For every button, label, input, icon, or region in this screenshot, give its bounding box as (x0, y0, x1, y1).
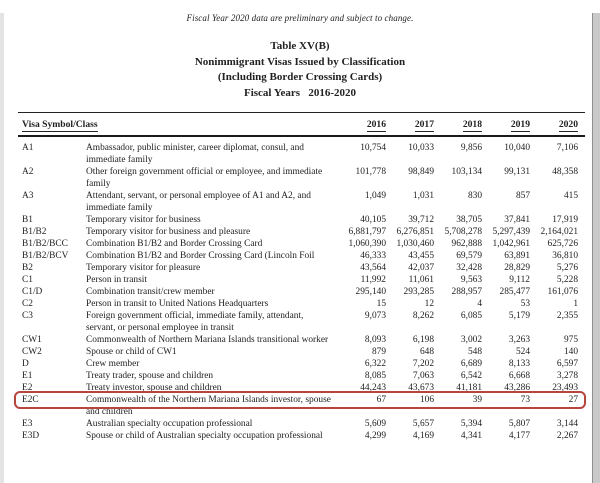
column-header-2019: 2019 (510, 119, 530, 130)
year-value-cell: 9,112 (509, 275, 530, 285)
year-value-cell: 7,202 (412, 359, 434, 369)
year-value-cell: 3,278 (556, 371, 578, 381)
visa-description-cell: Spouse or child of CW1 (86, 347, 177, 357)
visa-classification-table (18, 112, 585, 442)
year-value-cell: 548 (467, 347, 482, 357)
visa-symbol-cell: E1 (22, 371, 33, 381)
year-value-cell: 4 (477, 299, 482, 309)
visa-description-cell: Temporary visitor for business and pleasure (86, 227, 251, 237)
visa-description-cell: Combination transit/crew member (86, 287, 215, 297)
year-value-cell: 285,477 (499, 287, 530, 297)
year-value-cell: 3,263 (508, 335, 530, 345)
year-value-cell: 8,262 (412, 311, 434, 321)
year-value-cell: 5,276 (556, 263, 578, 273)
column-header-2017: 2017 (414, 119, 434, 130)
visa-description-cell: Crew member (86, 359, 140, 369)
year-value-cell: 1 (573, 299, 578, 309)
table-row (18, 310, 585, 334)
table-row (18, 382, 585, 394)
year-value-cell: 9,856 (460, 143, 482, 153)
year-value-cell: 7,106 (556, 143, 578, 153)
year-value-cell: 42,037 (408, 263, 434, 273)
visa-description-cell: Treaty trader, spouse and children (86, 371, 214, 381)
year-value-cell: 962,888 (451, 239, 482, 249)
visa-description-cell: Spouse or child of Australian specialty occupation professional (86, 431, 323, 441)
year-value-cell: 140 (563, 347, 578, 357)
column-header-2016: 2016 (366, 119, 386, 130)
year-value-cell: 3,144 (556, 419, 578, 429)
table-row (18, 370, 585, 382)
year-value-cell: 53 (520, 299, 530, 309)
visa-description-cell: Combination B1/B2 and Border Crossing Card (86, 239, 263, 249)
year-value-cell: 5,228 (556, 275, 578, 285)
year-value-cell: 6,322 (364, 359, 386, 369)
visa-description-cell: Attendant, servant, or personal employee of A1 and A2, and immediate family (86, 191, 311, 213)
visa-symbol-cell: C1 (22, 275, 33, 285)
year-value-cell: 10,754 (360, 143, 386, 153)
visa-symbol-cell: E2C (22, 395, 39, 405)
year-value-cell: 6,597 (556, 359, 578, 369)
table-body (18, 136, 585, 442)
visa-symbol-cell: E3D (22, 431, 40, 441)
year-value-cell: 6,198 (412, 335, 434, 345)
visa-symbol-cell: B1 (22, 215, 33, 225)
year-value-cell: 288,957 (451, 287, 482, 297)
year-value-cell: 1,060,390 (348, 239, 386, 249)
visa-description-cell: Temporary visitor for pleasure (86, 263, 201, 273)
year-value-cell: 5,708,278 (444, 227, 482, 237)
year-value-cell: 12 (424, 299, 434, 309)
year-value-cell: 8,133 (508, 359, 530, 369)
table-row (18, 238, 585, 250)
page-edge-right (592, 13, 600, 483)
year-value-cell: 6,668 (508, 371, 530, 381)
column-header-2020: 2020 (558, 119, 578, 130)
visa-symbol-cell: B1/B2 (22, 227, 47, 237)
year-value-cell: 48,358 (552, 167, 578, 177)
year-value-cell: 17,919 (552, 215, 578, 225)
year-value-cell: 43,564 (360, 263, 386, 273)
column-header-2018: 2018 (462, 119, 482, 130)
year-value-cell: 43,286 (504, 383, 530, 393)
year-value-cell: 98,849 (408, 167, 434, 177)
year-value-cell: 1,042,961 (492, 239, 530, 249)
year-value-cell: 36,810 (552, 251, 578, 261)
year-value-cell: 1,049 (364, 191, 386, 201)
visa-description-cell: Australian specialty occupation professional (86, 419, 253, 429)
visa-description-cell: Ambassador, public minister, career diplomat, consul, and immediate family (86, 143, 304, 165)
year-value-cell: 15 (376, 299, 386, 309)
year-value-cell: 1,030,460 (396, 239, 434, 249)
year-value-cell: 6,276,851 (396, 227, 434, 237)
year-value-cell: 46,333 (360, 251, 386, 261)
visa-symbol-cell: CW1 (22, 335, 42, 345)
year-value-cell: 2,267 (556, 431, 578, 441)
year-value-cell: 975 (563, 335, 578, 345)
table-title-block (0, 39, 600, 101)
year-value-cell: 44,243 (360, 383, 386, 393)
year-value-cell: 415 (563, 191, 578, 201)
year-value-cell: 106 (419, 395, 434, 405)
year-value-cell: 103,134 (451, 167, 482, 177)
year-value-cell: 43,455 (408, 251, 434, 261)
visa-description-cell: Treaty investor, spouse and children (86, 383, 222, 393)
year-value-cell: 293,285 (403, 287, 434, 297)
visa-symbol-cell: B2 (22, 263, 33, 273)
year-value-cell: 1,031 (412, 191, 434, 201)
year-value-cell: 6,689 (460, 359, 482, 369)
visa-symbol-cell: CW2 (22, 347, 42, 357)
visa-symbol-cell: D (22, 359, 29, 369)
table-row (18, 274, 585, 286)
year-value-cell: 11,061 (408, 275, 434, 285)
year-value-cell: 3,002 (460, 335, 482, 345)
visa-symbol-cell: E3 (22, 419, 33, 429)
year-value-cell: 9,073 (364, 311, 386, 321)
table-row (18, 226, 585, 238)
year-value-cell: 99,131 (504, 167, 530, 177)
year-value-cell: 38,705 (456, 215, 482, 225)
year-value-cell: 295,140 (355, 287, 386, 297)
year-value-cell: 23,493 (552, 383, 578, 393)
year-value-cell: 8,085 (364, 371, 386, 381)
year-value-cell: 10,040 (504, 143, 530, 153)
table-row (18, 250, 585, 262)
year-value-cell: 6,881,797 (348, 227, 386, 237)
year-value-cell: 625,726 (547, 239, 578, 249)
visa-symbol-cell: A3 (22, 191, 34, 201)
visa-description-cell: Commonwealth of the Northern Mariana Islands investor, spouse and children (86, 395, 331, 417)
year-value-cell: 2,164,021 (540, 227, 578, 237)
year-value-cell: 524 (515, 347, 530, 357)
table-subtitle: (Including Border Crossing Cards) (217, 71, 383, 83)
table-header (18, 113, 585, 137)
visa-symbol-cell: C3 (22, 311, 33, 321)
table-main-title: Nonimmigrant Visas Issued by Classification (194, 55, 406, 68)
visa-description-cell: Commonwealth of Northern Mariana Islands transitional worker (86, 335, 329, 345)
table-row (18, 394, 585, 418)
fiscal-years-title: Fiscal Years 2016-2020 (243, 86, 357, 99)
year-value-cell: 7,063 (412, 371, 434, 381)
year-value-cell: 4,299 (364, 431, 386, 441)
table-row (18, 418, 585, 430)
year-value-cell: 27 (568, 395, 578, 405)
year-value-cell: 11,992 (360, 275, 386, 285)
year-value-cell: 101,778 (355, 167, 386, 177)
page-edge-left (0, 13, 4, 483)
year-value-cell: 63,891 (504, 251, 530, 261)
visa-description-cell: Temporary visitor for business (86, 215, 201, 225)
year-value-cell: 4,177 (508, 431, 530, 441)
year-value-cell: 6,542 (460, 371, 482, 381)
year-value-cell: 4,341 (460, 431, 482, 441)
year-value-cell: 161,076 (547, 287, 578, 297)
preliminary-data-note: Fiscal Year 2020 data are preliminary and subject to change. (186, 13, 414, 23)
table-row (18, 346, 585, 358)
year-value-cell: 9,563 (460, 275, 482, 285)
year-value-cell: 5,394 (460, 419, 482, 429)
table-row (18, 190, 585, 214)
year-value-cell: 830 (467, 191, 482, 201)
year-value-cell: 5,179 (508, 311, 530, 321)
visa-symbol-cell: B1/B2/BCV (22, 251, 69, 261)
year-value-cell: 5,657 (412, 419, 434, 429)
visa-description-cell: Combination B1/B2 and Border Crossing Card (Lincoln Foil (86, 251, 315, 261)
year-value-cell: 857 (515, 191, 530, 201)
table-row (18, 214, 585, 226)
column-header-visa-symbol-class: Visa Symbol/Class (22, 119, 98, 130)
table-row (18, 262, 585, 274)
year-value-cell: 4,169 (412, 431, 434, 441)
year-value-cell: 39 (472, 395, 482, 405)
year-value-cell: 73 (520, 395, 530, 405)
table-row (18, 358, 585, 370)
table-row (18, 298, 585, 310)
year-value-cell: 28,829 (504, 263, 530, 273)
visa-symbol-cell: A2 (22, 167, 34, 177)
year-value-cell: 6,085 (460, 311, 482, 321)
year-value-cell: 5,807 (508, 419, 530, 429)
table-number-title: Table XV(B) (270, 40, 330, 52)
year-value-cell: 5,297,439 (492, 227, 530, 237)
year-value-cell: 41,181 (456, 383, 482, 393)
table-row (18, 166, 585, 190)
visa-description-cell: Other foreign government official or employee, and immediate family (86, 167, 323, 189)
visa-symbol-cell: B1/B2/BCC (22, 239, 68, 249)
year-value-cell: 39,712 (408, 215, 434, 225)
year-value-cell: 40,105 (360, 215, 386, 225)
year-value-cell: 879 (371, 347, 386, 357)
visa-symbol-cell: A1 (22, 143, 34, 153)
year-value-cell: 67 (376, 395, 386, 405)
visa-symbol-cell: E2 (22, 383, 33, 393)
year-value-cell: 8,093 (364, 335, 386, 345)
year-value-cell: 5,609 (364, 419, 386, 429)
table-row (18, 286, 585, 298)
visa-symbol-cell: C2 (22, 299, 33, 309)
year-value-cell: 10,033 (408, 143, 434, 153)
year-value-cell: 2,355 (556, 311, 578, 321)
year-value-cell: 37,841 (504, 215, 530, 225)
table-row (18, 334, 585, 346)
year-value-cell: 32,428 (456, 263, 482, 273)
visa-description-cell: Person in transit to United Nations Headquarters (86, 299, 269, 309)
table-row (18, 430, 585, 442)
year-value-cell: 648 (419, 347, 434, 357)
year-value-cell: 69,579 (456, 251, 482, 261)
table-row (18, 136, 585, 166)
year-value-cell: 43,673 (408, 383, 434, 393)
visa-description-cell: Person in transit (86, 275, 147, 285)
visa-description-cell: Foreign government official, immediate family, attendant, servant, or personal employee in transit (86, 311, 304, 333)
visa-symbol-cell: C1/D (22, 287, 43, 297)
